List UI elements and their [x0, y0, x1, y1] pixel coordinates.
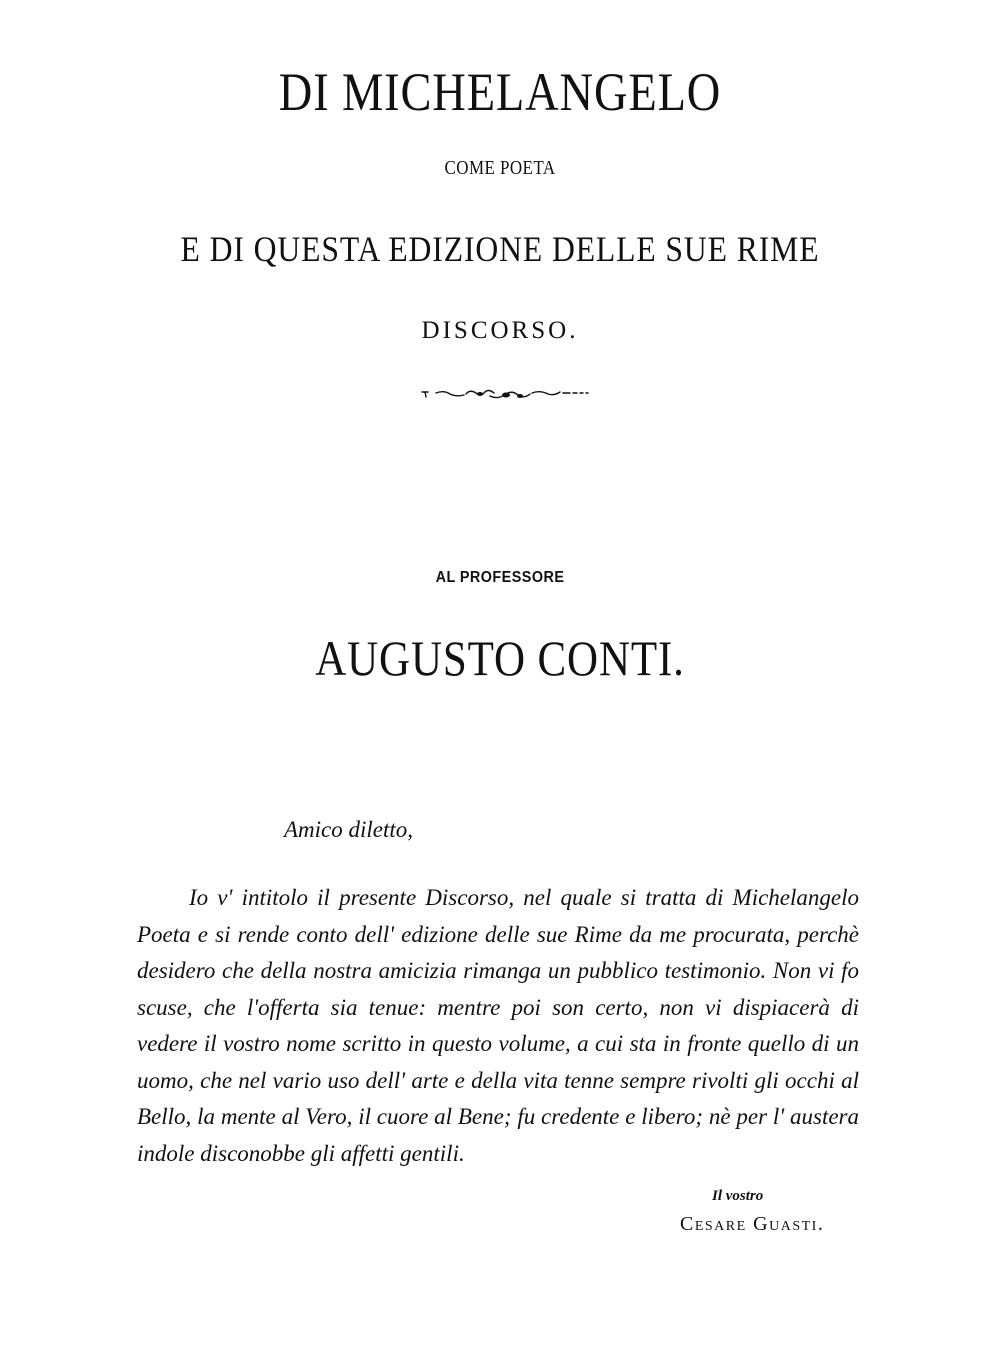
title-subtitle: COME POETA: [444, 157, 556, 179]
title-main: DI MICHELANGELO: [278, 62, 722, 122]
typographic-flourish-icon: [420, 384, 590, 404]
letter-signature: Cesare Guasti.: [680, 1213, 825, 1235]
dedication-label: AL PROFESSORE: [435, 569, 565, 586]
title-second-line: E DI QUESTA EDIZIONE DELLE SUE RIME: [180, 229, 820, 269]
dedication-name: AUGUSTO CONTI.: [315, 630, 685, 686]
letter-body: Io v' intitolo il presente Discorso, nel quale si tratta di Michelangelo Poeta e si rende conto dell' edizione delle sue Rime da me procurata, perchè desidero che della nostra amicizia rimanga un pubblico testimonio. Non vi fo scuse, che l'offerta sia tenue: mentre poi son certo, non vi dispiacerà di vedere il vostro nome scritto in questo volume, a cui sta in fronte quello di un uomo, che nel vario uso dell' arte e della vita tenne sempre rivolti gli occhi al Bello, la mente al Vero, il cuore al Bene; fu credente e libero; nè per l' austera indole disconobbe gli affetti gentili.: [137, 885, 859, 1166]
title-discorso: DISCORSO.: [421, 317, 579, 344]
letter-salutation: Amico diletto,: [284, 817, 414, 842]
letter-signoff: Il vostro: [712, 1188, 764, 1204]
